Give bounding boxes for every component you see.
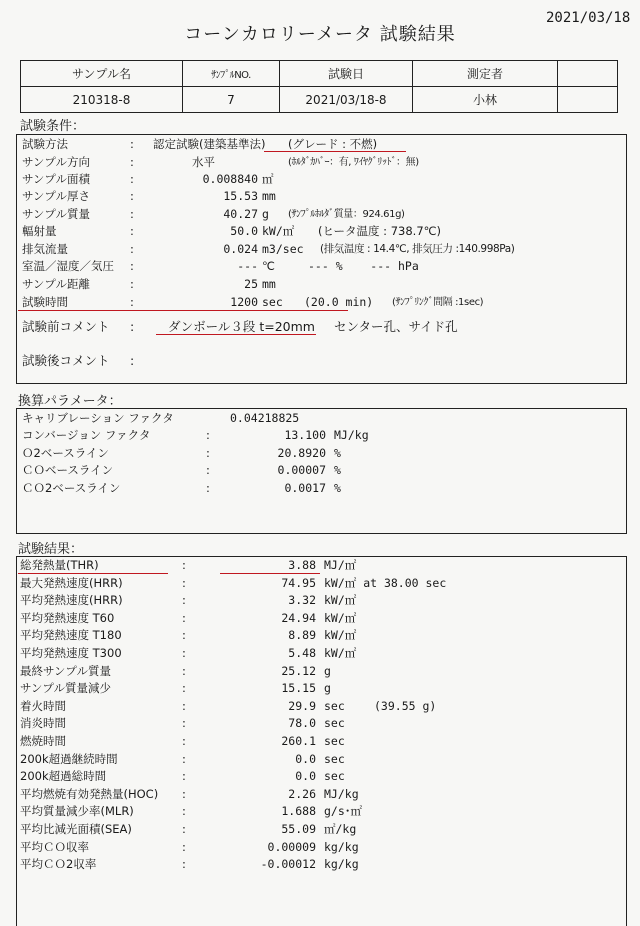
colon: : xyxy=(182,734,186,748)
result-unit: sec xyxy=(324,734,345,748)
cond-value: 水平 xyxy=(192,155,215,169)
result-row xyxy=(20,627,620,644)
result-value: 55.09 xyxy=(281,822,316,836)
cond-unit: ㎡ xyxy=(262,172,274,186)
result-row xyxy=(20,663,620,680)
colon: : xyxy=(130,189,134,203)
result-label: 平均発熱速度 T60 xyxy=(20,610,115,625)
colon: : xyxy=(182,558,186,572)
cond-label: サンプル距離 xyxy=(22,277,90,291)
colon: : xyxy=(206,463,210,478)
result-value: 74.95 xyxy=(281,575,316,590)
result-label: 燃焼時間 xyxy=(20,734,66,748)
param-label: コンバージョン ファクタ xyxy=(22,428,151,443)
result-value: 1.688 xyxy=(281,804,316,819)
result-label: 最大発熱速度(HRR) xyxy=(20,575,123,590)
result-value: 29.9 xyxy=(288,698,316,713)
result-unit: MJ/kg xyxy=(324,786,359,801)
colon: : xyxy=(182,786,186,801)
result-row xyxy=(20,733,620,750)
result-unit: g xyxy=(324,681,331,696)
result-row xyxy=(20,786,620,803)
result-row xyxy=(20,575,620,592)
cond-extra: (ﾎﾙﾀﾞｶﾊﾞｰ：有, ﾜｲﾔｸﾞﾘｯﾄﾞ：無) xyxy=(288,157,419,168)
cond-extra: (排気温度 : 14.4℃, 排気圧力 :140.998Pa) xyxy=(320,243,515,255)
cond-value: 50.0 xyxy=(230,224,258,238)
colon: : xyxy=(182,681,186,696)
colon: : xyxy=(182,610,186,625)
result-value: 25.12 xyxy=(281,663,316,678)
cond-row-mass xyxy=(22,206,622,223)
result-unit: kW/㎡ xyxy=(324,628,357,643)
cond-value: 0.024 xyxy=(223,242,258,256)
pre-comment-row xyxy=(22,318,622,335)
result-unit: kg/kg xyxy=(324,839,359,854)
cond-row-orientation xyxy=(22,154,622,171)
colon: : xyxy=(206,428,210,443)
param-unit: % xyxy=(334,445,341,460)
cond-unit: g xyxy=(262,207,269,221)
header-col-sample-no: ｻﾝﾌﾟﾙNO. xyxy=(183,61,280,87)
result-label: 平均発熱速度 T180 xyxy=(20,628,122,643)
colon: : xyxy=(206,480,210,495)
result-unit: ㎡/kg xyxy=(324,822,357,836)
result-unit: kW/㎡ xyxy=(324,593,357,608)
colon: : xyxy=(182,663,186,678)
param-row xyxy=(22,427,622,444)
cond-unit: ℃ xyxy=(262,259,275,273)
result-value: 8.89 xyxy=(288,628,316,643)
param-unit: % xyxy=(334,480,341,495)
header-labels-row xyxy=(21,61,618,87)
result-label: 消炎時間 xyxy=(20,716,66,731)
report-date: 2021/03/18 xyxy=(546,10,631,26)
result-label: 平均ＣＯ収率 xyxy=(20,839,89,854)
cond-unit: mm xyxy=(262,189,276,203)
colon: : xyxy=(130,155,134,169)
result-unit: kW/㎡ at 38.00 sec xyxy=(324,575,447,590)
cond-value: --- xyxy=(237,259,258,273)
cond-extra: (ｻﾝﾌﾟﾙﾎﾙﾀﾞ質量：924.61g) xyxy=(288,209,405,220)
cond-label: サンプル方向 xyxy=(22,155,90,169)
cond-value: 25 xyxy=(244,277,258,291)
result-value: 2.26 xyxy=(288,786,316,801)
param-value: 0.0017 xyxy=(284,480,326,495)
result-unit: g xyxy=(324,663,331,678)
result-unit: kW/㎡ xyxy=(324,646,357,660)
result-value: 5.48 xyxy=(288,646,316,660)
pre-comment-label: 試験前コメント xyxy=(22,319,110,334)
cond-label: 試験時間 xyxy=(22,295,68,309)
result-label: サンプル質量減少 xyxy=(20,681,111,696)
result-label: 総発熱量(THR) xyxy=(20,558,99,572)
result-label: 平均比減光面積(SEA) xyxy=(20,822,132,836)
cond-extra2: (ｻﾝﾌﾟﾘﾝｸﾞ間隔 :1sec) xyxy=(392,297,484,308)
header-val-blank xyxy=(558,87,618,113)
result-label: 平均発熱速度(HRR) xyxy=(20,593,123,608)
result-unit: kW/㎡ xyxy=(324,610,357,625)
colon: : xyxy=(130,259,134,273)
underline-pre-comment xyxy=(156,334,316,335)
result-row xyxy=(20,715,620,732)
cond-row-distance xyxy=(22,276,622,293)
result-unit: sec xyxy=(324,716,345,731)
cond-row-area xyxy=(22,171,622,188)
colon: : xyxy=(130,172,134,186)
result-row xyxy=(20,856,620,873)
colon: : xyxy=(130,224,134,238)
cond-row-exhaust xyxy=(22,241,622,258)
result-label: 平均ＣＯ2収率 xyxy=(20,857,97,872)
param-row xyxy=(22,410,622,427)
param-label: ＣＯ2ベースライン xyxy=(22,480,121,495)
cond-unit: kW/㎡ xyxy=(262,224,295,238)
colon: : xyxy=(182,857,186,872)
colon: : xyxy=(182,822,186,836)
param-value: 20.8920 xyxy=(277,445,326,460)
param-row xyxy=(22,480,622,497)
result-unit: sec xyxy=(324,751,345,766)
colon: : xyxy=(182,716,186,731)
cond-label: 室温／湿度／気圧 xyxy=(22,259,114,273)
cond-extra: (グレード : 不燃) xyxy=(288,137,378,151)
colon: : xyxy=(130,353,135,368)
result-unit: sec xyxy=(324,698,345,713)
cond-label: 排気流量 xyxy=(22,242,68,256)
result-value: 0.0 xyxy=(295,751,316,766)
cond-label: サンプル厚さ xyxy=(22,189,90,203)
cond-value: 15.53 xyxy=(223,189,258,203)
result-label: 着火時間 xyxy=(20,698,66,713)
colon: : xyxy=(182,698,186,713)
conditions-heading: 試験条件： xyxy=(20,119,86,134)
result-row xyxy=(20,803,620,820)
result-row xyxy=(20,680,620,697)
result-row xyxy=(20,698,620,715)
cond-unit: m3/sec xyxy=(262,242,304,256)
header-col-test-date: 試験日 xyxy=(280,61,413,87)
colon: : xyxy=(206,445,210,460)
header-col-sample-name: サンプル名 xyxy=(21,61,183,87)
result-label: 平均発熱速度 T300 xyxy=(20,646,122,660)
cond-value: 40.27 xyxy=(223,207,258,221)
cond-label: 試験方法 xyxy=(22,137,68,151)
param-label: キャリブレーション ファクタ xyxy=(22,411,174,425)
param-row xyxy=(22,445,622,462)
cond-extra: (20.0 min) xyxy=(304,295,374,309)
colon: : xyxy=(182,839,186,854)
underline-thr-value xyxy=(220,573,320,574)
colon: : xyxy=(130,277,134,291)
result-unit: MJ/㎡ xyxy=(324,558,357,572)
cond-row-irradiance xyxy=(22,223,622,240)
cond-unit: sec xyxy=(262,295,283,309)
result-value: 3.32 xyxy=(288,593,316,608)
cond-row-ambient xyxy=(22,258,622,275)
result-value: 0.00009 xyxy=(267,839,316,854)
header-values-row xyxy=(21,87,618,113)
underline-thr-label xyxy=(18,573,168,574)
result-unit: kg/kg xyxy=(324,857,359,872)
result-value: 3.88 xyxy=(288,558,316,572)
result-value: -0.00012 xyxy=(260,857,316,872)
cond-value: 1200 xyxy=(230,295,258,309)
result-value: 24.94 xyxy=(281,610,316,625)
header-val-test-date: 2021/03/18-8 xyxy=(280,87,413,113)
result-value: 0.0 xyxy=(295,769,316,784)
result-label: 200k超過総時間 xyxy=(20,769,107,784)
colon: : xyxy=(130,207,134,221)
header-val-sample-name: 210318-8 xyxy=(21,87,183,113)
cond-value: 認定試験(建築基準法) xyxy=(153,137,266,151)
result-row xyxy=(20,557,620,574)
colon: : xyxy=(182,769,186,784)
cond-label: 輻射量 xyxy=(22,224,57,238)
header-col-operator: 測定者 xyxy=(413,61,558,87)
result-row xyxy=(20,839,620,856)
cond-extra: --- % --- hPa xyxy=(308,259,419,273)
post-comment-row xyxy=(22,352,622,369)
colon: : xyxy=(182,751,186,766)
colon: : xyxy=(182,646,186,660)
cond-label: サンプル質量 xyxy=(22,207,90,221)
param-unit: MJ/kg xyxy=(334,428,369,443)
result-row xyxy=(20,768,620,785)
colon: : xyxy=(130,137,134,151)
param-unit: % xyxy=(334,463,341,478)
colon: : xyxy=(182,628,186,643)
colon: : xyxy=(130,242,134,256)
cond-label: サンプル面積 xyxy=(22,172,90,186)
result-row xyxy=(20,751,620,768)
header-table xyxy=(20,60,618,113)
pre-comment-b: センター孔、サイド孔 xyxy=(334,319,458,334)
header-val-operator: 小林 xyxy=(413,87,558,113)
result-unit: g/s･㎡ xyxy=(324,804,363,819)
param-label: Ｏ2ベースライン xyxy=(22,445,109,460)
result-value: 260.1 xyxy=(281,734,316,748)
params-heading: 換算パラメータ： xyxy=(18,394,122,409)
cond-unit: mm xyxy=(262,277,276,291)
result-label: 200k超過継続時間 xyxy=(20,751,118,766)
result-label: 平均燃焼有効発熱量(HOC) xyxy=(20,786,159,801)
header-val-sample-no: 7 xyxy=(183,87,280,113)
results-heading: 試験結果： xyxy=(18,542,84,557)
result-value: 78.0 xyxy=(288,716,316,731)
colon: : xyxy=(130,319,135,334)
result-row xyxy=(20,645,620,662)
cond-row-thickness xyxy=(22,188,622,205)
result-row xyxy=(20,610,620,627)
page-title: コーンカロリーメータ 試験結果 xyxy=(184,24,456,45)
post-comment-label: 試験後コメント xyxy=(22,353,110,368)
param-value: 0.00007 xyxy=(277,463,326,478)
colon: : xyxy=(182,804,186,819)
param-label: ＣＯベースライン xyxy=(22,463,114,478)
param-row xyxy=(22,462,622,479)
colon: : xyxy=(182,575,186,590)
result-row xyxy=(20,821,620,838)
param-value: 13.100 xyxy=(284,428,326,443)
result-label: 最終サンプル質量 xyxy=(20,663,111,678)
result-label: 平均質量減少率(MLR) xyxy=(20,804,134,819)
param-value: 0.04218825 xyxy=(230,411,300,425)
colon: : xyxy=(182,593,186,608)
underline-test-time xyxy=(18,310,348,311)
result-value: 15.15 xyxy=(281,681,316,696)
header-col-blank xyxy=(558,61,618,87)
result-row xyxy=(20,592,620,609)
cond-value: 0.008840 xyxy=(202,172,258,186)
cond-extra: (ヒータ温度 : 738.7℃) xyxy=(318,224,442,238)
result-unit: sec xyxy=(324,769,345,784)
colon: : xyxy=(130,295,134,309)
underline-grade xyxy=(264,151,406,152)
pre-comment-a: ダンボール３段 t=20mm xyxy=(168,319,315,334)
cond-row-duration xyxy=(22,294,622,311)
result-extra: (39.55 g) xyxy=(374,698,437,713)
